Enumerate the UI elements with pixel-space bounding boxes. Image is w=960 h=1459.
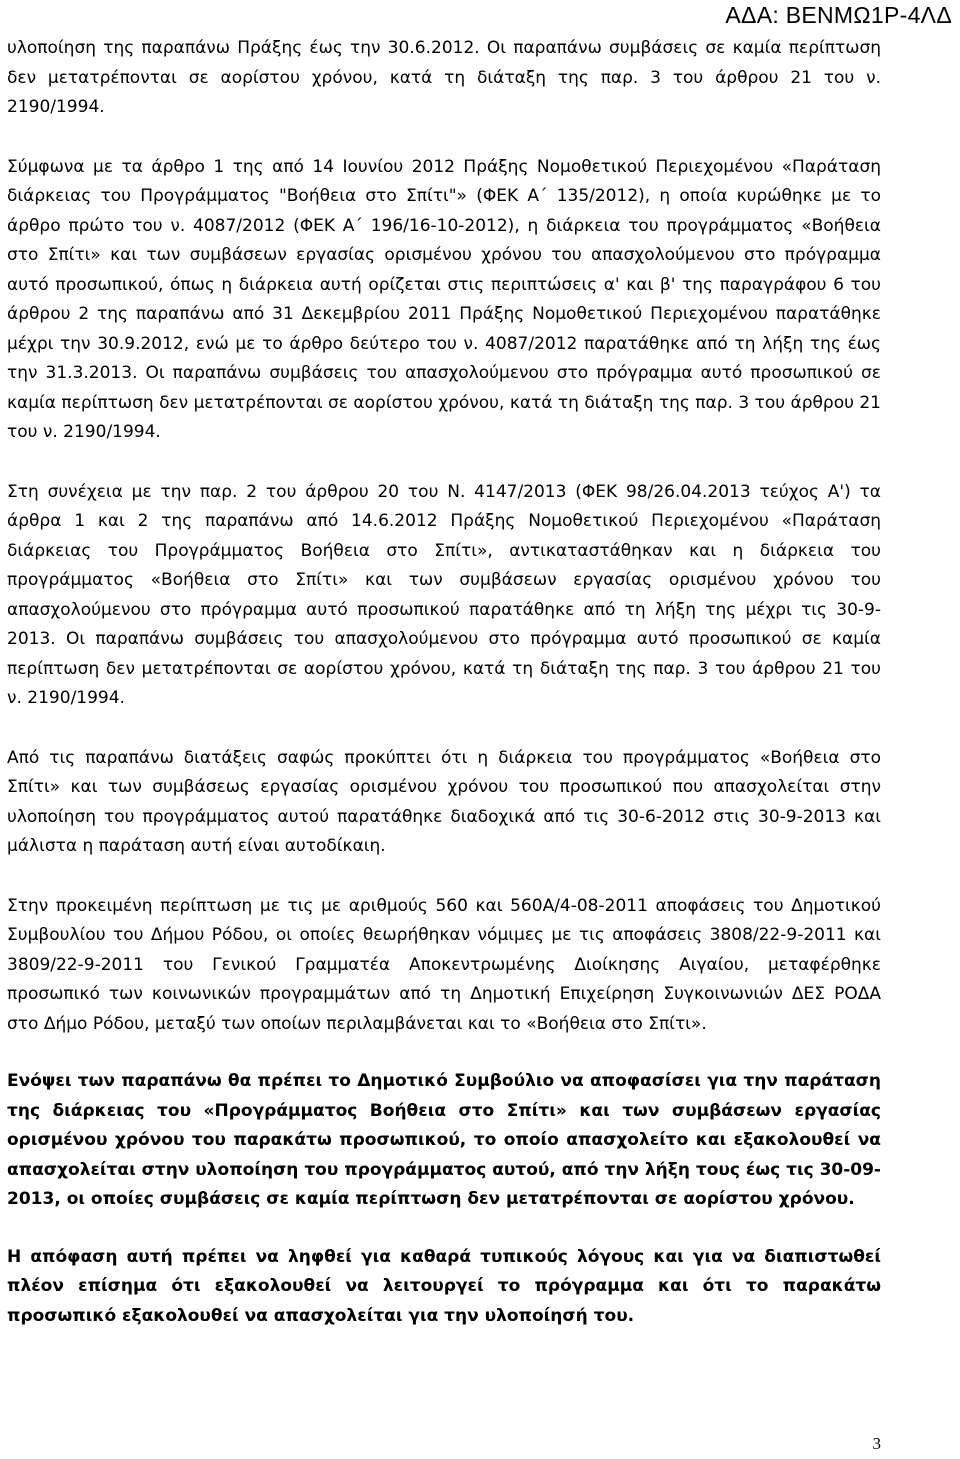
paragraph-proposal-bold: Ενόψει των παραπάνω θα πρέπει το Δημοτικό Συμβούλιο να αποφασίσει για την παράταση της διάρκειας του «Προγράμματος Βοήθεια στο Σπίτι» και των συμβάσεων εργασίας ορισμένου χρόνου του παρακάτω προσωπικού, το οποίο απασχολείτο και εξακολουθεί να απασχολείται στην υλοποίηση του προγράμματος αυτού, από την λήξη τους έως τις 30-09-2013, οι οποίες συμβάσεις σε καμία περίπτωση δεν μετατρέπονται σε αορίστου χρόνου. <box>7 1071 881 1209</box>
page-number: 3 <box>872 1434 881 1453</box>
paragraph-continuation: υλοποίηση της παραπάνω Πράξης έως την 30.6.2012. Οι παραπάνω συμβάσεις σε καμία περίπτωση δεν μετατρέπονται σε αορίστου χρόνου, κατά τη διάταξη της παρ. 3 του άρθρου 21 του ν. 2190/1994. <box>7 38 881 117</box>
ada-code: ΑΔΑ: ΒΕΝΜΩ1Ρ-4ΛΔ <box>725 2 952 28</box>
paragraph-law-4147-2013: Στη συνέχεια με την παρ. 2 του άρθρου 20 του Ν. 4147/2013 (ΦΕΚ 98/26.04.2013 τεύχος Α') τα άρθρα 1 και 2 της παραπάνω από 14.6.2012 Πράξης Νομοθετικού Περιεχομένου «Παράταση διάρκειας του Προγράμματος Βοήθεια στο Σπίτι», αντικαταστάθηκαν και η διάρκεια του προγράμματος «Βοήθεια στο Σπίτι» και των συμβάσεων εργασίας ορισμένου χρόνου του απασχολούμενου στο πρόγραμμα αυτό προσωπικού παρατάθηκε από τη λήξη της μέχρι τις 30-9-2013. Οι παραπάνω συμβάσεις του απασχολούμενου στο πρόγραμμα αυτό προσωπικού σε καμία περίπτωση δεν μετατρέπονται σε αορίστου χρόνου, κατά τη διάταξη της παρ. 3 του άρθρου 21 του ν. 2190/1994. <box>7 481 881 708</box>
paragraph-conclusion: Από τις παραπάνω διατάξεις σαφώς προκύπτει ότι η διάρκεια του προγράμματος «Βοήθεια στο Σπίτι» και των συμβάσεως εργασίας ορισμένου χρόνου του προσωπικού που απασχολείται στην υλοποίηση του προγράμματος αυτού παρατάθηκε διαδοχικά από τις 30-6-2012 στις 30-9-2013 και μάλιστα η παράταση αυτή είναι αυτοδίκαιη. <box>7 747 881 856</box>
document-body <box>7 34 881 1361</box>
paragraph-decision-purpose-bold: Η απόφαση αυτή πρέπει να ληφθεί για καθαρά τυπικούς λόγους και για να διαπιστωθεί πλέον επίσημα ότι εξακολουθεί να λειτουργεί το πρόγραμμα και ότι το παρακάτω προσωπικό εξακολουθεί να απασχολείται για την υλοποίησή του. <box>7 1246 881 1326</box>
paragraph-article-1-extension: Σύμφωνα με τα άρθρο 1 της από 14 Ιουνίου 2012 Πράξης Νομοθετικού Περιεχομένου «Παράταση διάρκειας του Προγράμματος "Βοήθεια στο Σπίτι"» (ΦΕΚ Α΄ 135/2012), η οποία κυρώθηκε με το άρθρο πρώτο του ν. 4087/2012 (ΦΕΚ Α΄ 196/16-10-2012), η διάρκεια του προγράμματος «Βοήθεια στο Σπίτι» και των συμβάσεων εργασίας ορισμένου χρόνου του απασχολούμενου στο πρόγραμμα αυτό προσωπικού, όπως η διάρκεια αυτή ορίζεται στις περιπτώσεις α' και β' της παραγράφου 6 του άρθρου 2 της παραπάνω από 31 Δεκεμβρίου 2011 Πράξης Νομοθετικού Περιεχομένου παρατάθηκε μέχρι την 30.9.2012, ενώ με το άρθρο δεύτερο του ν. 4087/2012 παρατάθηκε από τη λήξη της έως την 31.3.2013. Οι παραπάνω συμβάσεις του απασχολούμενου στο πρόγραμμα αυτό προσωπικού σε καμία περίπτωση δεν μετατρέπονται σε αορίστου χρόνου, κατά τη διάταξη της παρ. 3 του άρθρου 21 του ν. 2190/1994. <box>7 156 881 442</box>
paragraph-council-decisions: Στην προκειμένη περίπτωση με τις με αριθμούς 560 και 560Α/4-08-2011 αποφάσεις του Δημοτικού Συμβουλίου του Δήμου Ρόδου, οι οποίες θεωρήθηκαν νόμιμες με τις αποφάσεις 3808/22-9-2011 και 3809/22-9-2011 του Γενικού Γραμματέα Αποκεντρωμένης Διοίκησης Αιγαίου, μεταφέρθηκε προσωπικό των κοινωνικών προγραμμάτων από τη Δημοτική Επιχείρηση Συγκοινωνιών ΔΕΣ ΡΟΔΑ στο Δήμο Ρόδου, μεταξύ των οποίων περιλαμβάνεται και το «Βοήθεια στο Σπίτι». <box>7 895 881 1034</box>
